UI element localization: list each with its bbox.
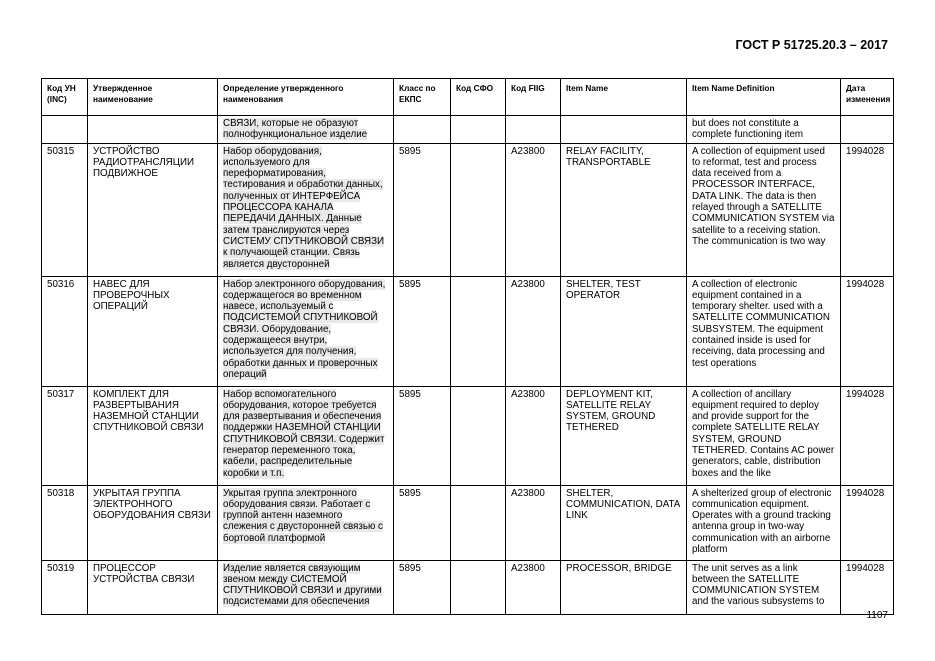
cell-sfo — [451, 560, 506, 614]
cell-fiig: A23800 — [506, 485, 561, 560]
column-header-name-ru: Утвержденное наименование — [88, 79, 218, 116]
cell-ekps: 5895 — [394, 560, 451, 614]
cell-item-name: RELAY FACILITY, TRANSPORTABLE — [561, 143, 687, 276]
column-header-item-name: Item Name — [561, 79, 687, 116]
column-header-definition-en: Item Name Definition — [687, 79, 841, 116]
cell-definition-ru: Набор вспомогательного оборудования, которое требуется для развертывания и обеспечения поддержки НАЗЕМНОЙ СТАНЦИИ СПУТНИКОВОЙ СВЯЗИ. Содержит генератор переменного тока, кабели, распределительные коробки и т.п. — [218, 386, 394, 485]
table-row — [42, 386, 894, 485]
cell-definition-en: A collection of electronic equipment contained in a temporary shelter. used with a SATELLITE COMMUNICATION SUBSYSTEM. The equipment contained inside is used for receiving, data processing and test operations — [687, 276, 841, 386]
table-row — [42, 143, 894, 276]
cell-name-ru: УСТРОЙСТВО РАДИОТРАНСЛЯЦИИ ПОДВИЖНОЕ — [88, 143, 218, 276]
column-header-definition-ru: Определение утвержденного наименования — [218, 79, 394, 116]
catalog-table — [41, 78, 894, 615]
column-header-sfo: Код СФО — [451, 79, 506, 116]
cell-definition-ru: Набор оборудования, используемого для переформатирования, тестирования и обработки данных, полученных от ИНТЕРФЕЙСА ПРОЦЕССОРА КАНАЛА ПЕРЕДАЧИ ДАННЫХ. Данные затем транслируются через СИСТЕМУ СПУТНИКОВОЙ СВЯЗИ к получающей станции. Связь является двусторонней — [218, 143, 394, 276]
cell-fiig: A23800 — [506, 143, 561, 276]
cell-item-name: PROCESSOR, BRIDGE — [561, 560, 687, 614]
cell-fiig: A23800 — [506, 560, 561, 614]
cell-ekps: 5895 — [394, 386, 451, 485]
cell-name-ru: ПРОЦЕССОР УСТРОЙСТВА СВЯЗИ — [88, 560, 218, 614]
cell-inc: 50318 — [42, 485, 88, 560]
cell-item-name: SHELTER, COMMUNICATION, DATA LINK — [561, 485, 687, 560]
document-standard-number: ГОСТ Р 51725.20.3 – 2017 — [735, 38, 888, 52]
cell-item-name: SHELTER, TEST OPERATOR — [561, 276, 687, 386]
continuation-definition-en: but does not constitute a complete functioning item — [687, 116, 841, 144]
cell-sfo — [451, 276, 506, 386]
cell-definition-en: A collection of ancillary equipment required to deploy and provide support for the complete SATELLITE RELAY SYSTEM, GROUND TETHERED. Contains AC power generators, cable, distribution boxes and the like — [687, 386, 841, 485]
cell-sfo — [451, 485, 506, 560]
cell-name-ru: КОМПЛЕКТ ДЛЯ РАЗВЕРТЫВАНИЯ НАЗЕМНОЙ СТАНЦИИ СПУТНИКОВОЙ СВЯЗИ — [88, 386, 218, 485]
cell-fiig: A23800 — [506, 276, 561, 386]
column-header-fiig: Код FIIG — [506, 79, 561, 116]
cell-definition-ru: Изделие является связующим звеном между СИСТЕМОЙ СПУТНИКОВОЙ СВЯЗИ и другими подсистемами для обеспечения — [218, 560, 394, 614]
cell-item-name: DEPLOYMENT KIT, SATELLITE RELAY SYSTEM, GROUND TETHERED — [561, 386, 687, 485]
cell-date: 1994028 — [841, 485, 894, 560]
table-header-row — [42, 79, 894, 116]
cell-name-ru: УКРЫТАЯ ГРУППА ЭЛЕКТРОННОГО ОБОРУДОВАНИЯ СВЯЗИ — [88, 485, 218, 560]
cell-date: 1994028 — [841, 560, 894, 614]
cell-inc: 50319 — [42, 560, 88, 614]
cell-ekps: 5895 — [394, 143, 451, 276]
table-row — [42, 560, 894, 614]
cell-date: 1994028 — [841, 143, 894, 276]
cell-name-ru: НАВЕС ДЛЯ ПРОВЕРОЧНЫХ ОПЕРАЦИЙ — [88, 276, 218, 386]
cell-definition-ru: Укрытая группа электронного оборудования связи. Работает с группой антенн наземного слежения с двусторонней связью с бортовой платформой — [218, 485, 394, 560]
cell-ekps: 5895 — [394, 485, 451, 560]
cell-sfo — [451, 143, 506, 276]
cell-definition-en: A collection of equipment used to reformat, test and process data received from a PROCESSOR INTERFACE, DATA LINK. The data is then relayed through a SATELLITE COMMUNICATION SYSTEM via satellite to a receiving station. The communication is two way — [687, 143, 841, 276]
cell-date: 1994028 — [841, 276, 894, 386]
table-row — [42, 485, 894, 560]
cell-date: 1994028 — [841, 386, 894, 485]
cell-ekps: 5895 — [394, 276, 451, 386]
column-header-ekps: Класс по ЕКПС — [394, 79, 451, 116]
page-number: 1107 — [866, 610, 888, 621]
cell-inc: 50315 — [42, 143, 88, 276]
cell-sfo — [451, 386, 506, 485]
column-header-inc: Код УН (INC) — [42, 79, 88, 116]
cell-definition-ru: Набор электронного оборудования, содержащегося во временном навесе, используемый с ПОДСИСТЕМОЙ СПУТНИКОВОЙ СВЯЗИ. Оборудование, содержащееся внутри, используется для получения, обработки данных и проверочных операций — [218, 276, 394, 386]
table-row — [42, 276, 894, 386]
cell-definition-en: A shelterized group of electronic communication equipment. Operates with a ground tracking antenna group in two-way communication with an airborne platform — [687, 485, 841, 560]
cell-definition-en: The unit serves as a link between the SATELLITE COMMUNICATION SYSTEM and the various subsystems to — [687, 560, 841, 614]
continuation-definition-ru: СВЯЗИ, которые не образуют полнофункциональное изделие — [218, 116, 394, 144]
cell-inc: 50316 — [42, 276, 88, 386]
cell-fiig: A23800 — [506, 386, 561, 485]
continuation-row — [42, 116, 894, 144]
cell-inc: 50317 — [42, 386, 88, 485]
column-header-date: Дата изменения — [841, 79, 894, 116]
